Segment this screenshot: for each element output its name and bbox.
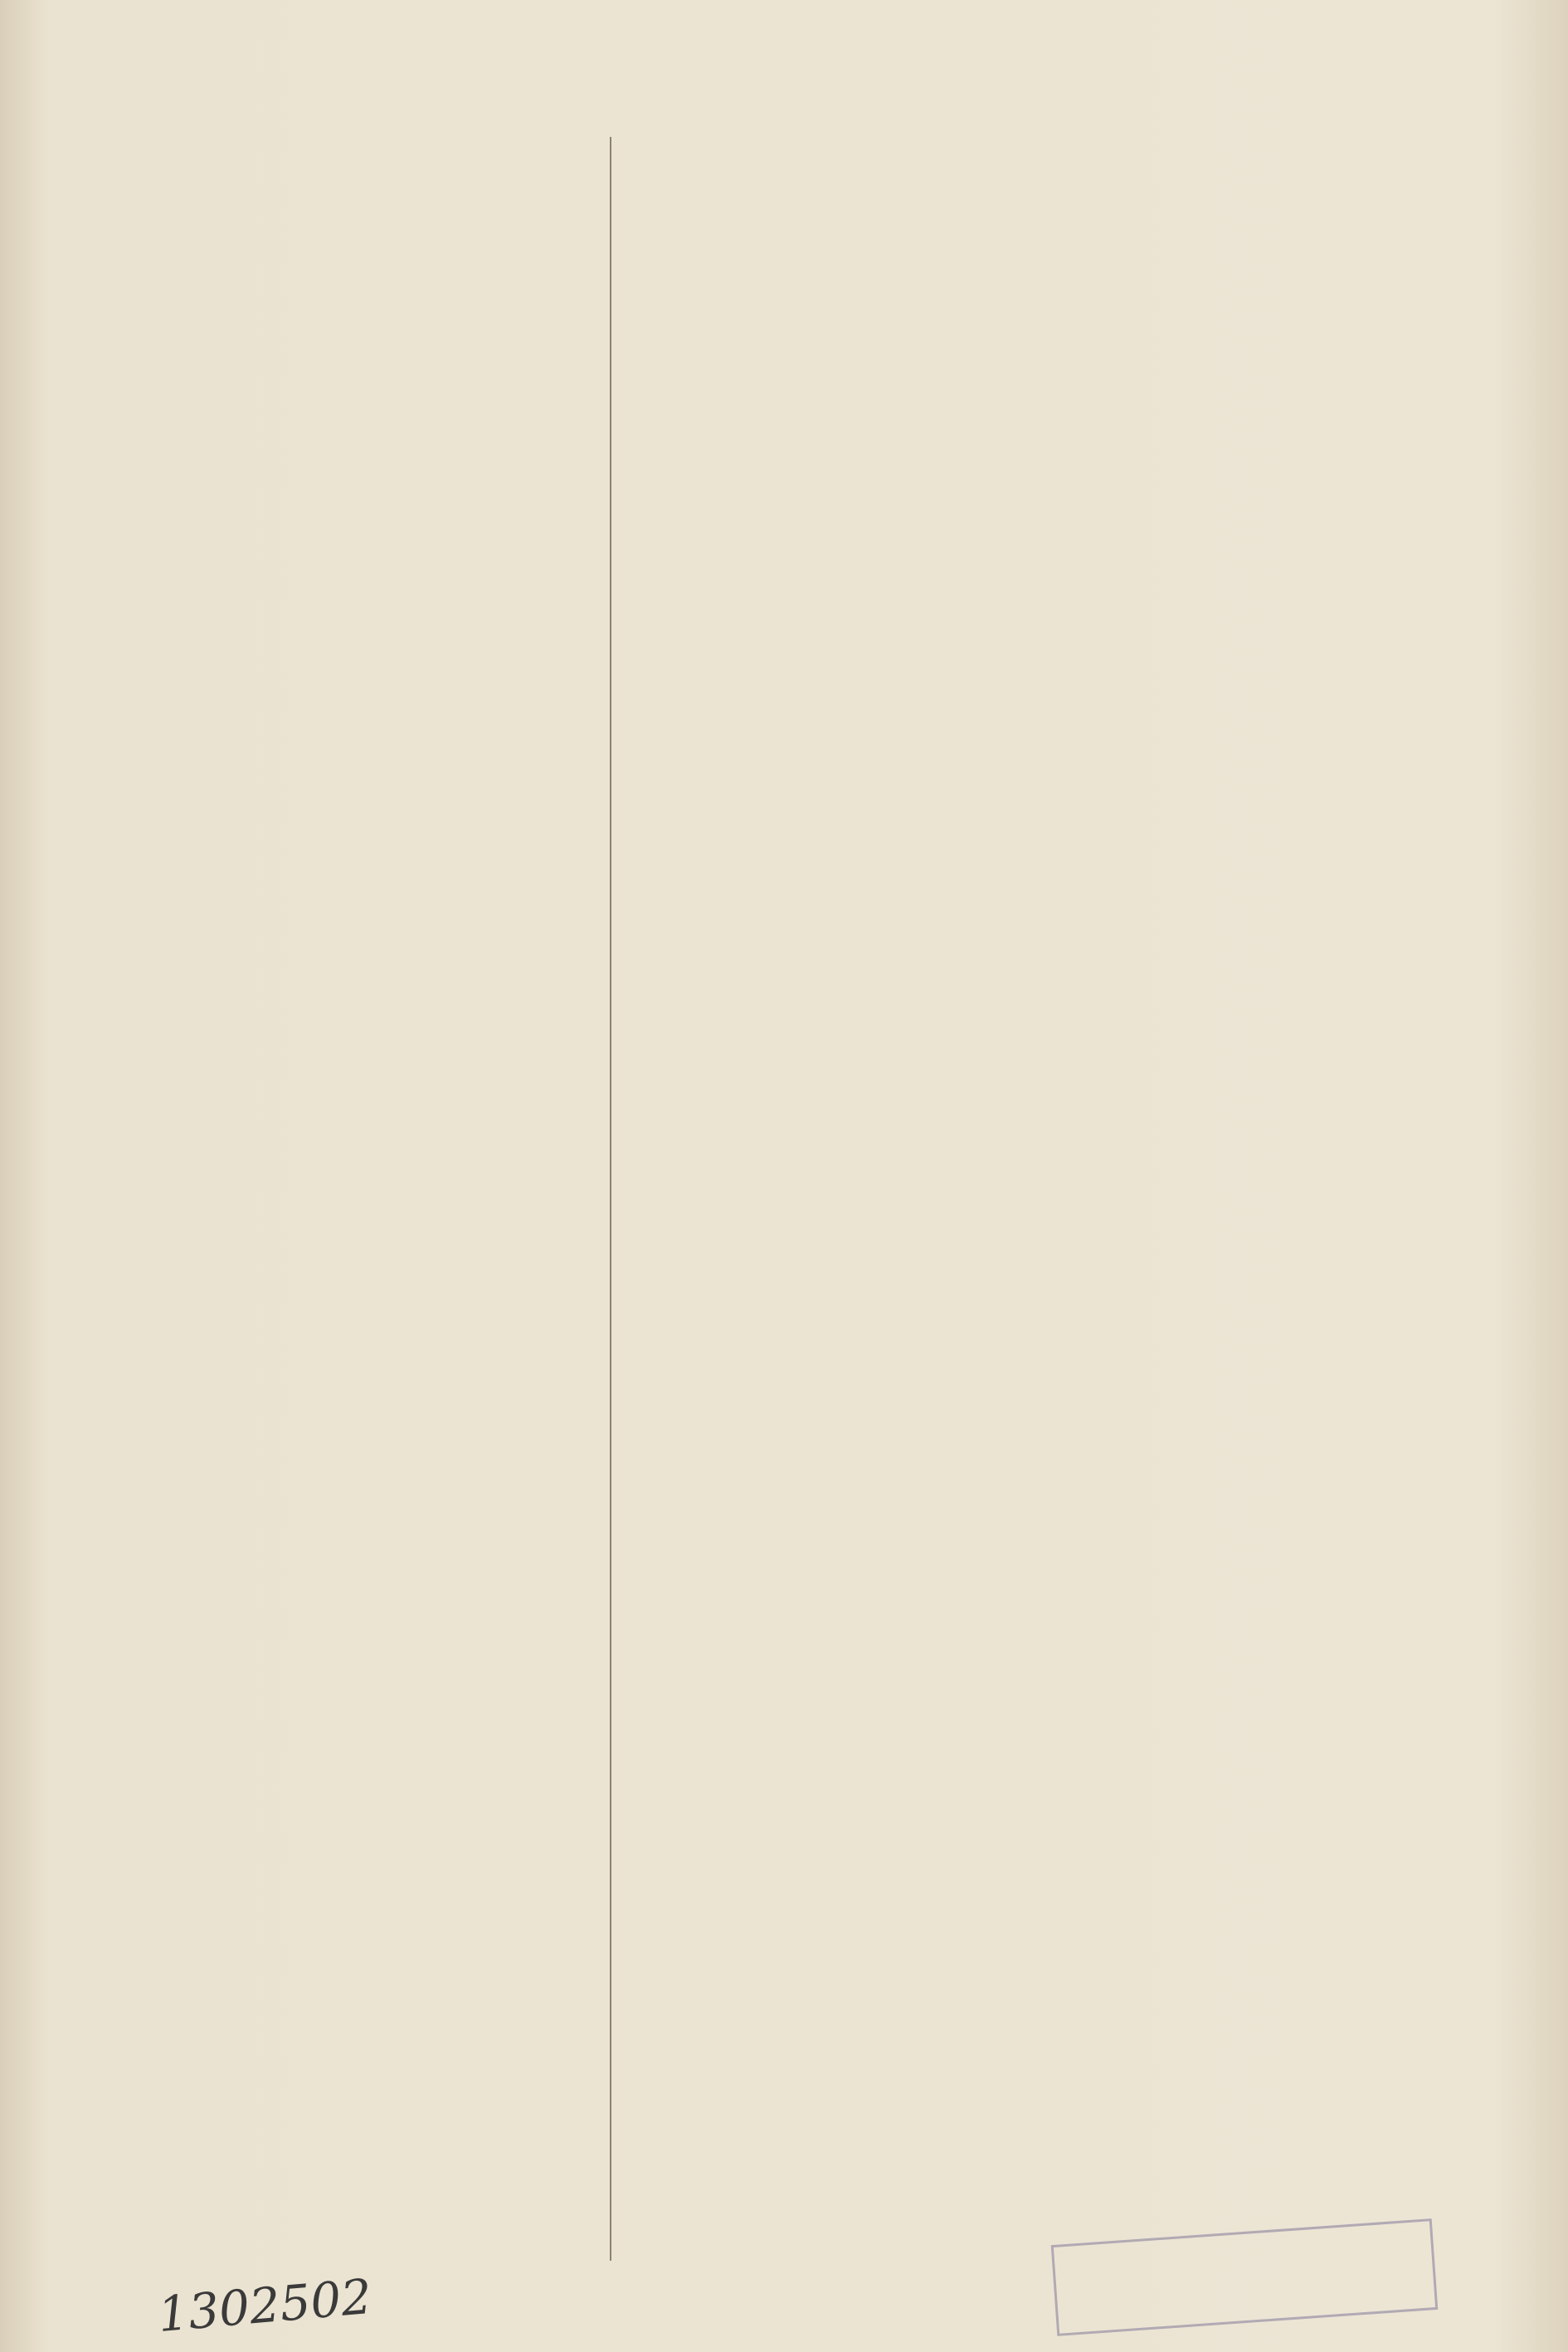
page-header [66,48,1551,106]
column-divider [610,137,611,2261]
left-column [91,139,601,2263]
handwritten-inventory-number: 1302502 [155,2267,374,2344]
right-column [629,139,1537,2296]
